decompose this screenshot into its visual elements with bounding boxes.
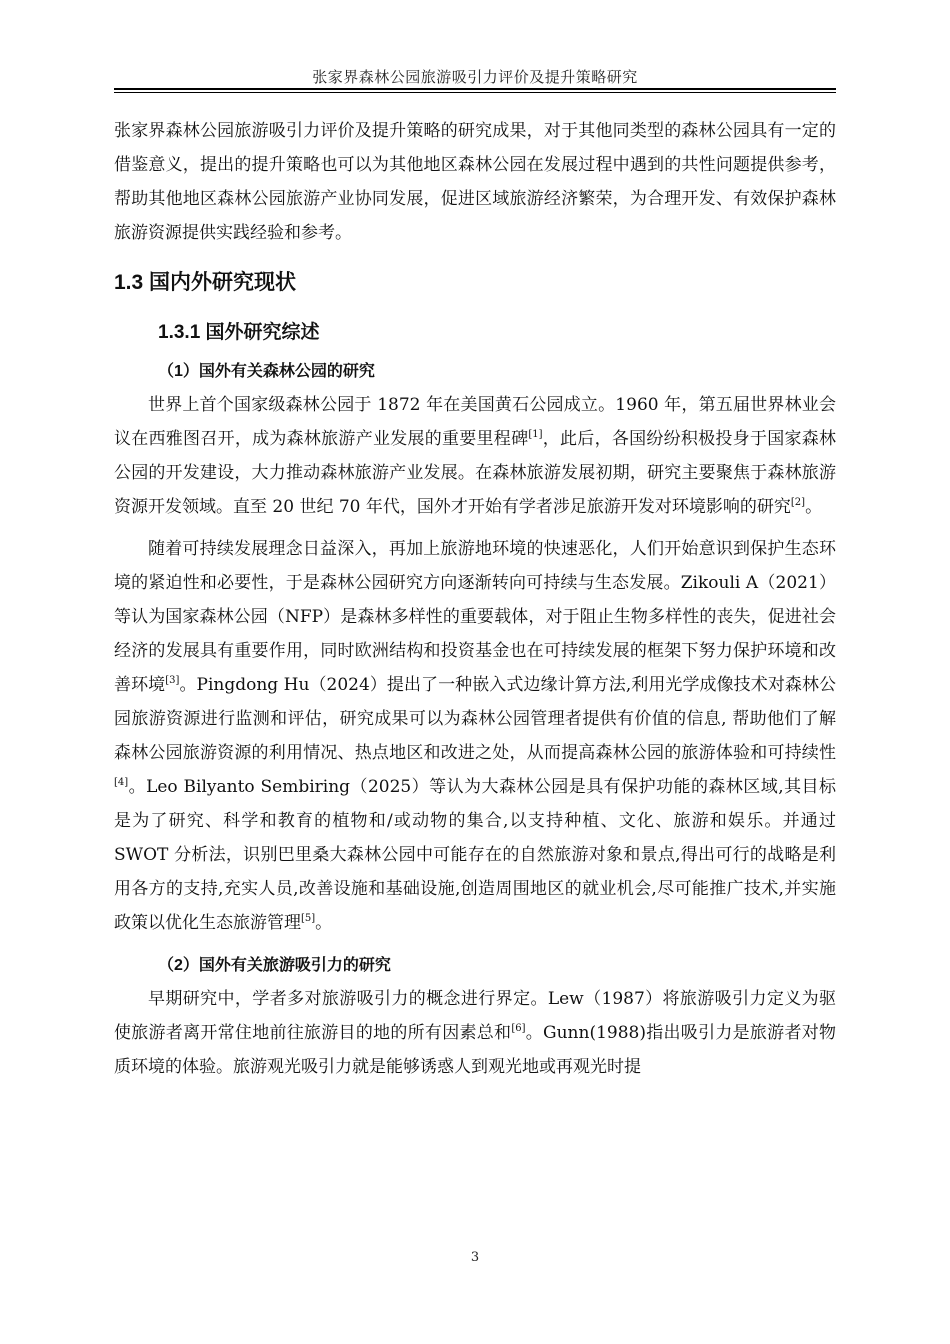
citation-ref: [5] xyxy=(301,913,316,924)
citation-ref: [4] xyxy=(114,777,129,788)
citation-ref: [2] xyxy=(790,497,806,508)
citation-ref: [1] xyxy=(528,429,543,440)
paragraph-text: 早期研究中，学者多对旅游吸引力的概念进行界定。Lew（1987）将旅游吸引力定义为驱使旅游者离开常住地前往旅游目的地的所有因素总和 xyxy=(114,989,836,1043)
paragraph-forest-parks-history xyxy=(114,388,836,524)
paragraph-text: 。Pingdong Hu（2024）提出了一种嵌入式边缘计算方法,利用光学成像技术对森林公园旅游资源进行监测和评估，研究成果可以为森林公园管理者提供有价值的信息, 帮助他们了解森林公园旅游资源的利用情况、热点地区和改进之处，从而提高森林公园的旅游体验和可持续性 xyxy=(114,675,837,763)
citation-ref: [6] xyxy=(511,1023,526,1034)
paragraph-forest-parks-sustainability xyxy=(114,532,836,940)
page-number: 3 xyxy=(470,1250,480,1265)
subsection-heading-tourism-attraction: （2）国外有关旅游吸引力的研究 xyxy=(158,957,391,974)
paragraph-tourism-attraction xyxy=(114,982,836,1084)
header-rule-thin xyxy=(114,92,836,93)
body-content xyxy=(114,114,836,1084)
section-heading-1-3-1: 1.3.1 国外研究综述 xyxy=(158,322,320,343)
paragraph-text: 。 xyxy=(805,497,823,517)
paragraph-text: 。Gunn(1988)指出吸引力是旅游者对物质环境的体验。旅游观光吸引力就是能够诱惑人到观光地或再观光时提 xyxy=(114,1023,836,1077)
intro-paragraph: 张家界森林公园旅游吸引力评价及提升策略的研究成果，对于其他同类型的森林公园具有一定的借鉴意义，提出的提升策略也可以为其他地区森林公园在发展过程中遇到的共性问题提供参考，帮助其他地区森林公园旅游产业协同发展，促进区域旅游经济繁荣，为合理开发、有效保护森林旅游资源提供实践经验和参考。 xyxy=(114,121,836,243)
header-rule-thick xyxy=(114,88,836,90)
paragraph-text: 。 xyxy=(315,913,333,933)
paragraph-text: 随着可持续发展理念日益深入，再加上旅游地环境的快速恶化，人们开始意识到保护生态环境的紧迫性和必要性，于是森林公园研究方向逐渐转向可持续与生态发展。Zikouli A（2021）等认为国家森林公园（NFP）是森林多样性的重要载体，对于阻止生物多样性的丧失，促进社会经济的发展具有重要作用，同时欧洲结构和投资基金也在可持续发展的框架下努力保护环境和改善环境 xyxy=(114,539,836,695)
section-heading-1-3: 1.3 国内外研究现状 xyxy=(114,271,297,294)
subsection-heading-forest-parks: （1）国外有关森林公园的研究 xyxy=(158,363,375,380)
paragraph-text: 。Leo Bilyanto Sembiring（2025）等认为大森林公园是具有保护功能的森林区域,其目标是为了研究、科学和教育的植物和/或动物的集合,以支持种植、文化、旅游和娱乐。并通过 SWOT 分析法，识别巴里桑大森林公园中可能存在的自然旅游对象和景点,得出可行的战略是利用各方的支持,充实人员,改善设施和基础设施,创造周围地区的就业机会,尽可能推广技术,并实施政策以优化生态旅游管理 xyxy=(114,777,836,933)
paragraph-text: ，此后，各国纷纷积极投身于国家森林公园的开发建设，大力推动森林旅游产业发展。在森林旅游发展初期，研究主要聚焦于森林旅游资源开发领域。直至 20 世纪 70 年代，国外才开始有学者涉足旅游开发对环境影响的研究 xyxy=(114,429,837,517)
paragraph-text: 世界上首个国家级森林公园于 1872 年在美国黄石公园成立。1960 年，第五届世界林业会议在西雅图召开，成为森林旅游产业发展的重要里程碑 xyxy=(114,395,836,449)
citation-ref: [3] xyxy=(165,675,180,686)
running-header: 张家界森林公园旅游吸引力评价及提升策略研究 xyxy=(312,68,638,86)
